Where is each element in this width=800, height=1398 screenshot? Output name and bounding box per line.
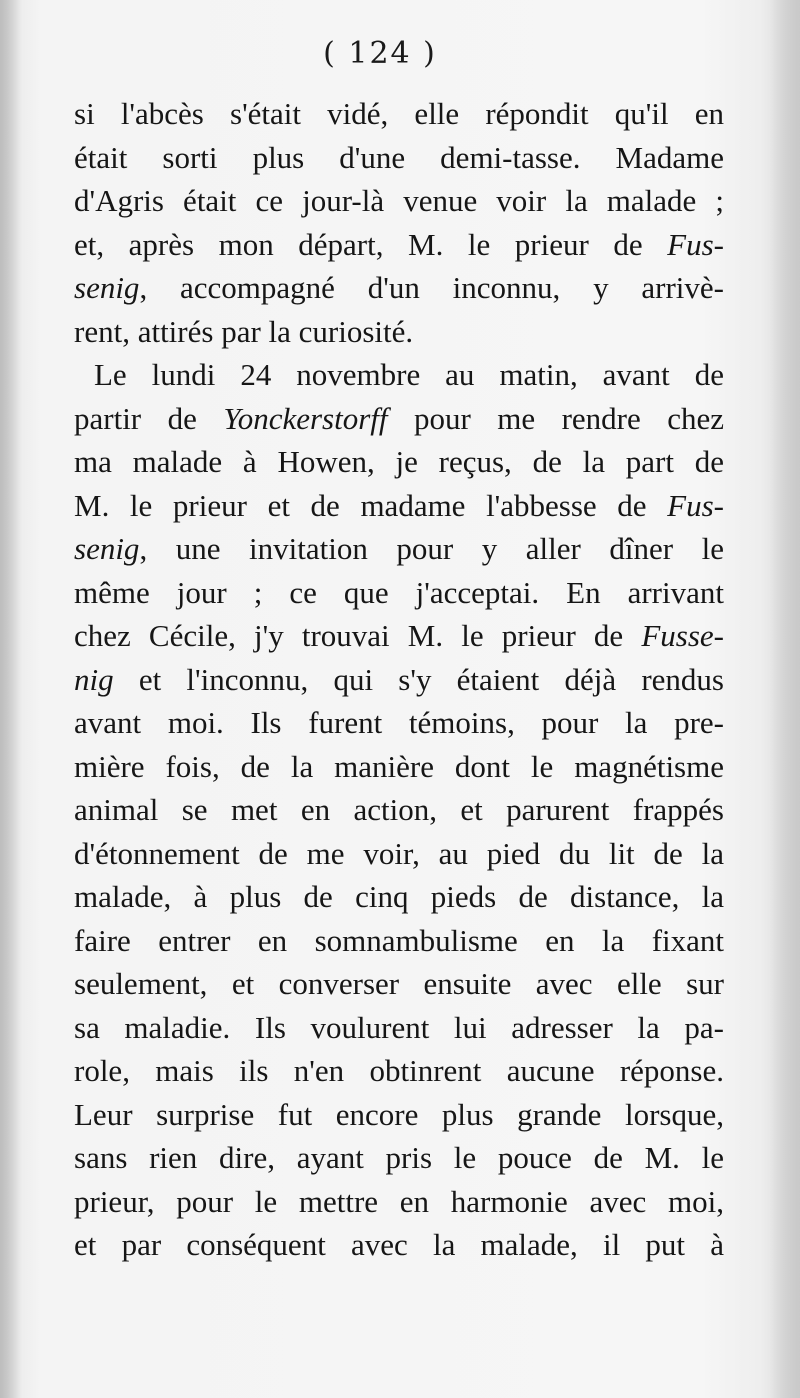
text-line xyxy=(74,353,724,397)
text-line xyxy=(74,266,724,310)
italic-text-span: senig xyxy=(74,531,140,566)
text-span: était sorti plus d'une demi-tasse. Madame xyxy=(74,139,724,175)
italic-text-span: senig xyxy=(74,270,140,305)
text-line xyxy=(74,788,724,832)
text-line xyxy=(74,92,724,136)
text-span: , accompagné d'un inconnu, y arrivè- xyxy=(139,270,724,305)
text-line xyxy=(74,919,724,963)
text-line xyxy=(74,397,724,441)
italic-text-span: Fus- xyxy=(667,487,724,523)
text-span: d'Agris était ce jour-là venue voir la malade ; xyxy=(74,183,724,218)
scan-shadow-left xyxy=(0,0,22,1398)
page-number: ( 124 ) xyxy=(323,36,437,71)
text-span: role, mais ils n'en obtinrent aucune réponse. xyxy=(74,1053,724,1088)
text-line xyxy=(74,179,724,223)
text-line xyxy=(74,962,724,1006)
text-span: avant moi. Ils furent témoins, pour la pre- xyxy=(74,705,724,740)
text-line xyxy=(74,1006,724,1050)
italic-text-span: nig xyxy=(74,661,114,697)
italic-text-span: Fusse- xyxy=(641,618,724,653)
text-line xyxy=(74,1223,724,1267)
text-line xyxy=(74,1093,724,1137)
body-text xyxy=(74,92,724,1267)
text-line xyxy=(74,658,724,702)
text-line xyxy=(74,1180,724,1224)
italic-text-span: Yonckerstorff xyxy=(223,400,388,436)
text-span: sa maladie. Ils voulurent lui adresser la pa- xyxy=(74,1009,724,1045)
text-line xyxy=(74,875,724,919)
text-span: rent, attirés par la curiosité. xyxy=(74,313,414,349)
text-line xyxy=(74,1136,724,1180)
text-span: et, après mon départ, M. le prieur de xyxy=(74,226,668,262)
text-line xyxy=(74,1049,724,1093)
text-span: chez Cécile, j'y trouvai M. le prieur de xyxy=(74,618,642,653)
text-span: malade, à plus de cinq pieds de distance, la xyxy=(74,879,724,914)
text-line xyxy=(74,136,724,180)
text-span: faire entrer en somnambulisme en la fixant xyxy=(74,922,724,958)
text-span: animal se met en action, et parurent frappés xyxy=(74,792,724,827)
text-span: , une invitation pour y aller dîner le xyxy=(139,531,724,566)
text-line xyxy=(74,745,724,789)
text-span: ma malade à Howen, je reçus, de la part de xyxy=(74,444,724,479)
text-line xyxy=(74,310,724,354)
text-span: prieur, pour le mettre en harmonie avec moi, xyxy=(74,1183,724,1219)
text-line xyxy=(74,440,724,484)
text-span: sans rien dire, ayant pris le pouce de M. le xyxy=(74,1140,724,1175)
text-line xyxy=(74,701,724,745)
text-line xyxy=(74,484,724,528)
text-span: mière fois, de la manière dont le magnétisme xyxy=(74,748,724,784)
text-line xyxy=(74,571,724,615)
text-line xyxy=(74,223,724,267)
text-span: Le lundi 24 novembre au matin, avant de xyxy=(94,357,724,392)
text-span: partir de xyxy=(74,400,224,436)
text-line xyxy=(74,832,724,876)
text-span: d'étonnement de me voir, au pied du lit de la xyxy=(74,835,724,871)
text-span: pour me rendre chez xyxy=(387,400,724,436)
text-span: Leur surprise fut encore plus grande lorsque, xyxy=(74,1096,724,1132)
text-line xyxy=(74,527,724,571)
text-span: si l'abcès s'était vidé, elle répondit qu'il en xyxy=(74,96,724,131)
text-span: même jour ; ce que j'acceptai. En arrivant xyxy=(74,574,724,610)
text-span: et l'inconnu, qui s'y étaient déjà rendus xyxy=(113,661,724,697)
text-span: seulement, et converser ensuite avec elle sur xyxy=(74,966,724,1001)
scan-shadow-right xyxy=(770,0,800,1398)
text-line xyxy=(74,614,724,658)
italic-text-span: Fus- xyxy=(667,226,724,262)
text-span: et par conséquent avec la malade, il put à xyxy=(74,1227,724,1262)
text-span: M. le prieur et de madame l'abbesse de xyxy=(74,487,668,523)
